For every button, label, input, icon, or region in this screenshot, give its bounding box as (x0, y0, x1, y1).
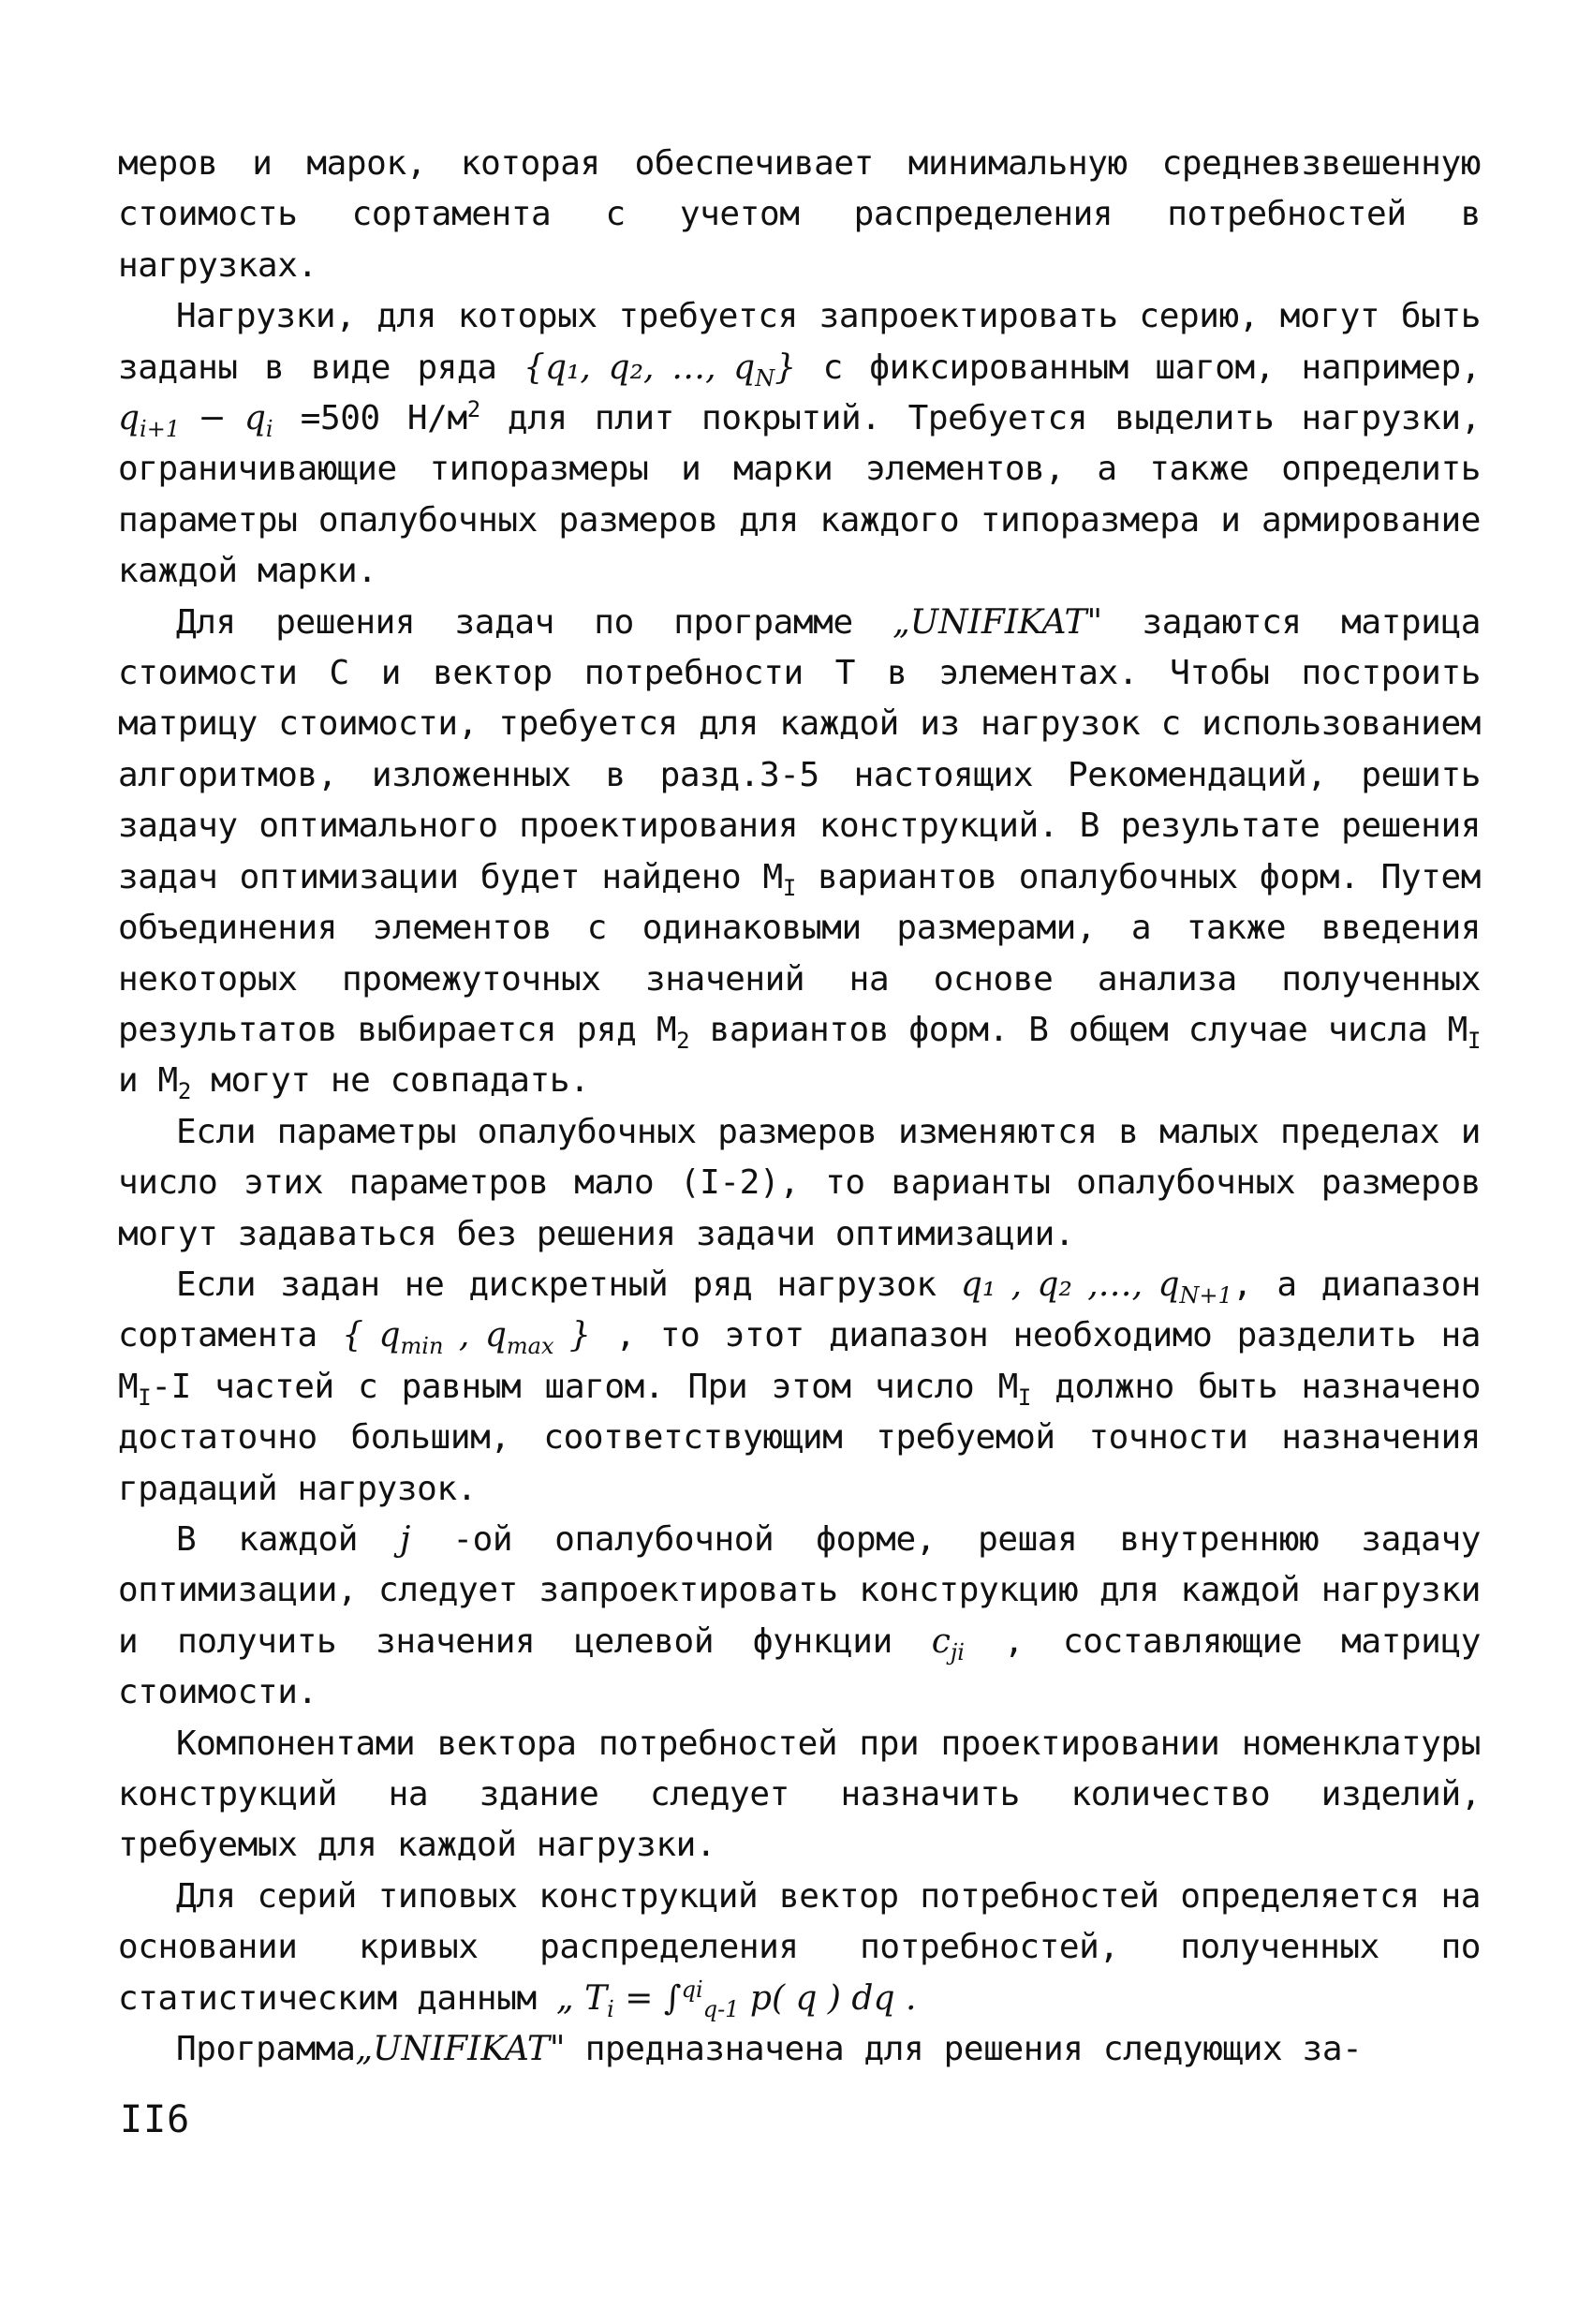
paragraph-6: В каждой j -ой опалубочной форме, решая внутреннюю задачу оптимизации, следует запроектировать конструкцию для каждой нагрузки и получить значения целевой функции $c_{ji}$ , составляющие матрицу стоимости. (118, 1519, 1481, 1712)
demand-integral-formula: „ $T_i = \int^{qi}_{q-1}$ p( q ) dq . (556, 1976, 917, 2022)
paragraph-8: Для серий типовых конструкций вектор потребностей определяется на основании кривых распределения потребностей, полученных по статистическим данным „ $T_i = \int^{qi}_{q-1}$ p( q ) dq . (118, 1876, 1481, 2022)
program-name: „UNIFIKAT" (892, 602, 1103, 642)
paragraph-3: Для решения задач по программе „UNIFIKAT" задаются матрица стоимости С и вектор потребности Т в элементах. Чтобы построить матрицу стоимости, требуется для каждой из нагрузок с использованием алгоритмов, изложенных в разд.3-5 настоящих Рекомендаций, решить задачу оптимального проектирования конструкций. В результате решения задач оптимизации будет найдено $М_I$ вариантов опалубочных форм. Путем объединения элементов с одинаковыми размерами, а также введения некоторых промежуточных значений на основе анализа полученных результатов выбирается ряд $М_2$ вариантов форм. В общем случае числа $М_I$ и $М_2$ могут не совпадать. (118, 602, 1482, 1105)
range-formula: { $q_{min}$ , $q_{max}$ } (342, 1316, 591, 1360)
paragraph-4: Если параметры опалубочных размеров изменяются в малых пределах и число этих параметров мало (I-2), то варианты опалубочных размеров могут задаваться без решения задачи оптимизации. (118, 1112, 1481, 1253)
paragraph-5: Если задан не дискретный ряд нагрузок q₁ , q₂ ,…, $q_{N+1}$, а диапазон сортамента { $q_{min}$ , $q_{max}$ } , то этот диапазон необходимо разделить на $М_I-I$ частей с равным шагом. При этом число $М_I$ должно быть назначено достаточно большим, соответствующим требуемой точности назначения градаций нагрузок. (118, 1265, 1481, 1508)
program-name: „UNIFIKAT" (355, 2030, 566, 2069)
paragraph-7: Компонентами вектора потребностей при проектировании номенклатуры конструкций на здание следует назначить количество изделий, требуемых для каждой нагрузки. (118, 1724, 1481, 1865)
index-j: j (400, 1519, 411, 1559)
body-text (118, 139, 1481, 2075)
discrete-loads-formula: q₁ , q₂ ,…, $q_{N+1}$ (960, 1265, 1232, 1310)
paragraph-9: Программа„UNIFIKAT" предназначена для решения следующих за- (176, 2030, 1363, 2069)
cost-function-symbol: $c_{ji}$ (931, 1621, 965, 1665)
load-series-formula: {q₁, q₂, …, $q_N$} (524, 348, 797, 392)
paragraph-1: меров и марок, которая обеспечивает минимальную средневзвешенную стоимость сортамента с учетом распределения потребностей в нагрузках. (118, 144, 1481, 285)
paragraph-2: Нагрузки, для которых требуется запроектировать серию, могут быть заданы в виде ряда {q₁, q₂, …, $q_N$} с фиксированным шагом, например, $q_{i+1} - q_i =500$ $Н/м^2$ для плит покрытий. Требуется выделить нагрузки, ограничивающие типоразмеры и марки элементов, а также определить параметры опалубочных размеров для каждого типоразмера и армирование каждой марки. (118, 297, 1482, 591)
page-number: II6 (120, 2098, 191, 2141)
step-formula: $q_{i+1} - q_i$ (118, 399, 273, 443)
